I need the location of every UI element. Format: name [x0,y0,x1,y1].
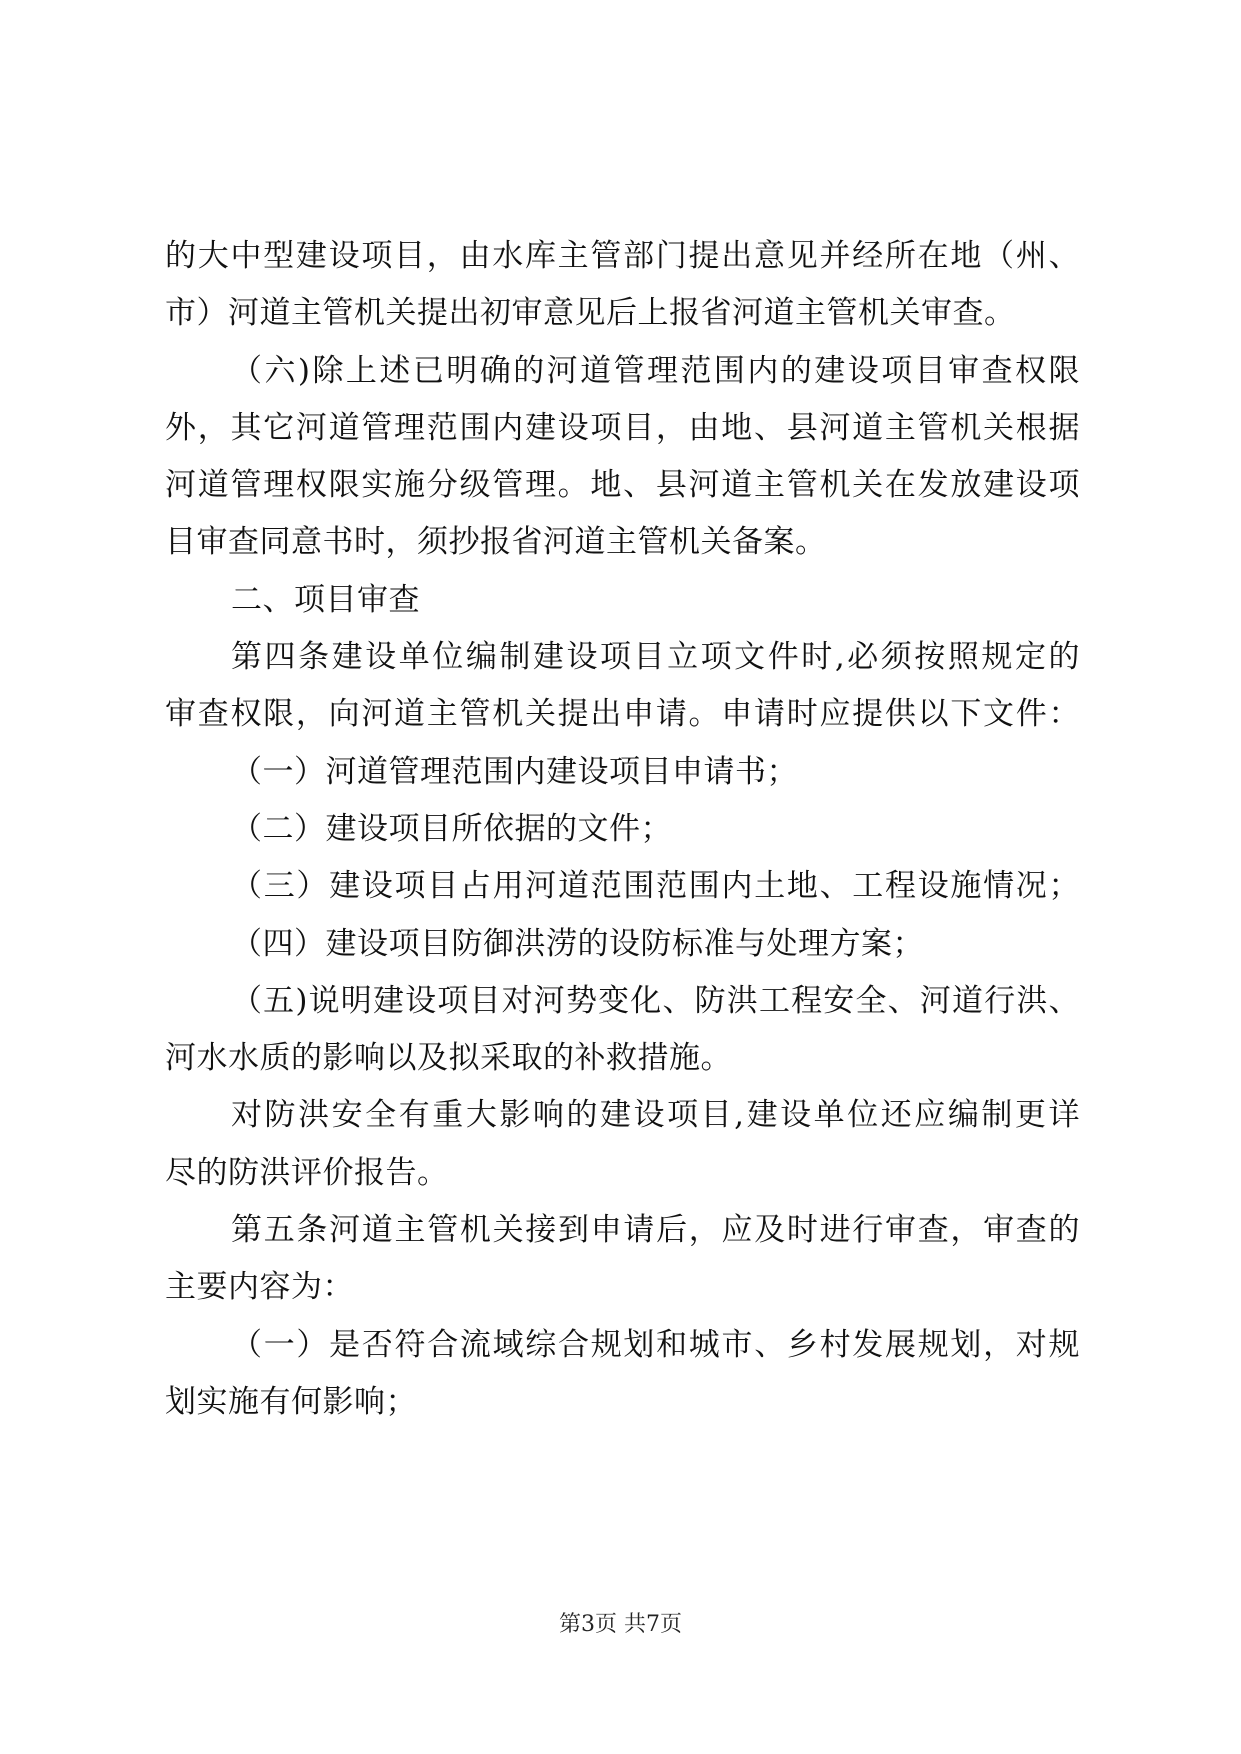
text-line: 目审查同意书时，须抄报省河道主管机关备案。 [165,524,827,561]
list-item: （二）建设项目所依据的文件； [231,810,672,847]
text-line: 的大中型建设项目，由水库主管部门提出意见并经所在地（州、 [165,238,1080,274]
text-line: 河水水质的影响以及拟采取的补救措施。 [165,1040,732,1077]
text-line: 尽的防洪评价报告。 [165,1154,449,1191]
list-item: （五)说明建设项目对河势变化、防洪工程安全、河道行洪、 [231,982,1080,1019]
text-line: （六)除上述已明确的河道管理范围内的建设项目审查权限 [231,352,1080,389]
text-line: 主要内容为： [165,1269,354,1306]
text-line: 划实施有何影响； [165,1383,417,1420]
list-item: （四）建设项目防御洪涝的设防标准与处理方案； [231,925,924,962]
list-item: （一）河道管理范围内建设项目申请书； [231,753,798,790]
text-line: 对防洪安全有重大影响的建设项目,建设单位还应编制更详 [231,1097,1080,1134]
section-heading: 二、项目审查 [231,581,420,618]
page-number: 第3页 共7页 [559,1612,682,1637]
text-line: 第五条河道主管机关接到申请后，应及时进行审查，审查的 [231,1212,1080,1249]
text-line: 第四条建设单位编制建设项目立项文件时,必须按照规定的 [231,639,1080,676]
list-item: （一）是否符合流域综合规划和城市、乡村发展规划，对规 [231,1326,1080,1363]
text-line: 河道管理权限实施分级管理。地、县河道主管机关在发放建设项 [165,467,1080,504]
text-line: 审查权限，向河道主管机关提出申请。申请时应提供以下文件： [165,696,1080,733]
document-body [165,228,1080,1431]
text-line: 市）河道主管机关提出初审意见后上报省河道主管机关审查。 [165,295,1016,332]
list-item: （三）建设项目占用河道范围范围内土地、工程设施情况； [231,868,1080,905]
text-line: 外，其它河道管理范围内建设项目，由地、县河道主管机关根据 [165,409,1080,446]
